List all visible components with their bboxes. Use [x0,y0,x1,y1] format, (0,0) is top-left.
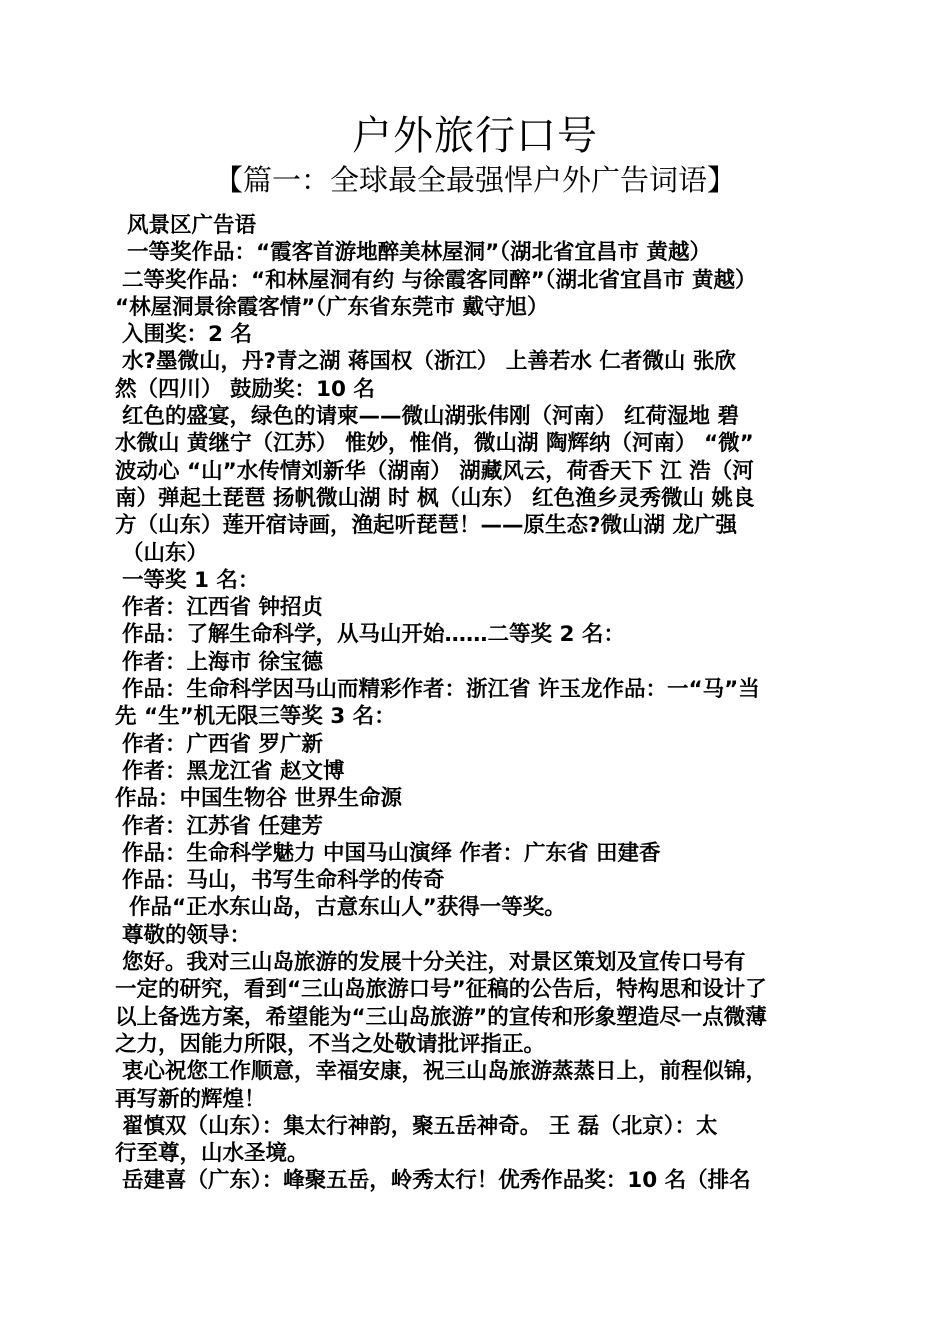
text-line: 作品：了解生命科学，从马山开始……二等奖 2 名： [122,622,625,648]
text-line: 作者：江苏省 任建芳 [122,813,323,839]
text-line: 然（四川） 鼓励奖：10 名 [115,376,375,402]
text-line: 行至尊，山水圣境。 [115,1141,309,1167]
text-line: 作品：生命科学魅力 中国马山演绎 作者：广东省 田建香 [122,840,661,866]
text-line: 波动心 “山”水传情刘新华（湖南） 湖藏风云，荷香天下 江 浩（河 [115,458,754,484]
text-line: 方（山东）莲开宿诗画，渔起听琵琶！——原生态?微山湖 龙广强 [115,513,737,539]
text-line: 作品“正水东山岛，古意东山人”获得一等奖。 [129,895,566,921]
text-line: 一等奖 1 名： [122,567,260,593]
text-line: 翟慎双（山东）：集太行神韵，聚五岳神奇。 王 磊（北京）：太 [122,1113,718,1139]
document-title: 户外旅行口号 [352,113,598,159]
document-body [115,212,835,1195]
text-line: 之力，因能力所限，不当之处敬请批评指正。 [115,1031,546,1057]
text-line: 作品：中国生物谷 世界生命源 [115,786,402,812]
text-line: 衷心祝您工作顺意，幸福安康，祝三山岛旅游蒸蒸日上，前程似锦， [122,1059,768,1085]
text-line: 作者：广西省 罗广新 [122,731,323,757]
text-line: 红色的盛宴，绿色的请柬——微山湖张伟刚（河南） 红荷湿地 碧 [122,404,739,430]
text-line: 一等奖作品：“霞客首游地醉美林屋洞”（湖北省宜昌市 黄越） [127,240,711,266]
text-line: 二等奖作品：“和林屋洞有约 与徐霞客同醉”（湖北省宜昌市 黄越） [122,267,757,293]
text-line: 尊敬的领导： [122,922,252,948]
text-line: （山东） [122,540,209,566]
text-line: 再写新的辉煌！ [115,1086,266,1112]
text-line: 水?墨微山，丹?青之湖 蒋国权（浙江） 上善若水 仁者微山 张欣 [122,349,736,375]
text-line: 入围奖：2 名 [122,322,252,348]
text-line: 风景区广告语 [127,213,257,238]
text-line: 先 “生”机无限三等奖 3 名： [115,704,396,730]
text-line: 您好。我对三山岛旅游的发展十分关注，对景区策划及宣传口号有 [122,950,746,976]
text-line: 作者：黑龙江省 赵文博 [122,758,345,784]
document-subtitle: 【篇一：全球最全最强悍户外广告词语】 [213,163,736,197]
text-line: 南）弹起土琵琶 扬帆微山湖 时 枫（山东） 红色渔乡灵秀微山 姚良 [115,485,755,511]
text-line: 一定的研究，看到“三山岛旅游口号”征稿的公告后，特构思和设计了 [115,977,767,1003]
text-line: 水微山 黄继宁（江苏） 惟妙，惟俏，微山湖 陶辉纳（河南） “微” [115,431,754,457]
text-line: 岳建喜（广东）：峰聚五岳，岭秀太行！优秀作品奖：10 名（排名 [122,1168,751,1194]
text-line: 作品：马山，书写生命科学的传奇 [122,868,445,894]
text-line: 以上备选方案，希望能为“三山岛旅游”的宣传和形象塑造尽一点微薄 [115,1004,767,1030]
text-line: 作品：生命科学因马山而精彩作者：浙江省 许玉龙作品：一“马”当 [122,677,760,703]
text-line: “林屋洞景徐霞客情”（广东省东莞市 戴守旭） [115,294,549,320]
text-line: 作者：上海市 徐宝德 [122,649,323,675]
text-line: 作者：江西省 钟招贞 [122,595,323,621]
